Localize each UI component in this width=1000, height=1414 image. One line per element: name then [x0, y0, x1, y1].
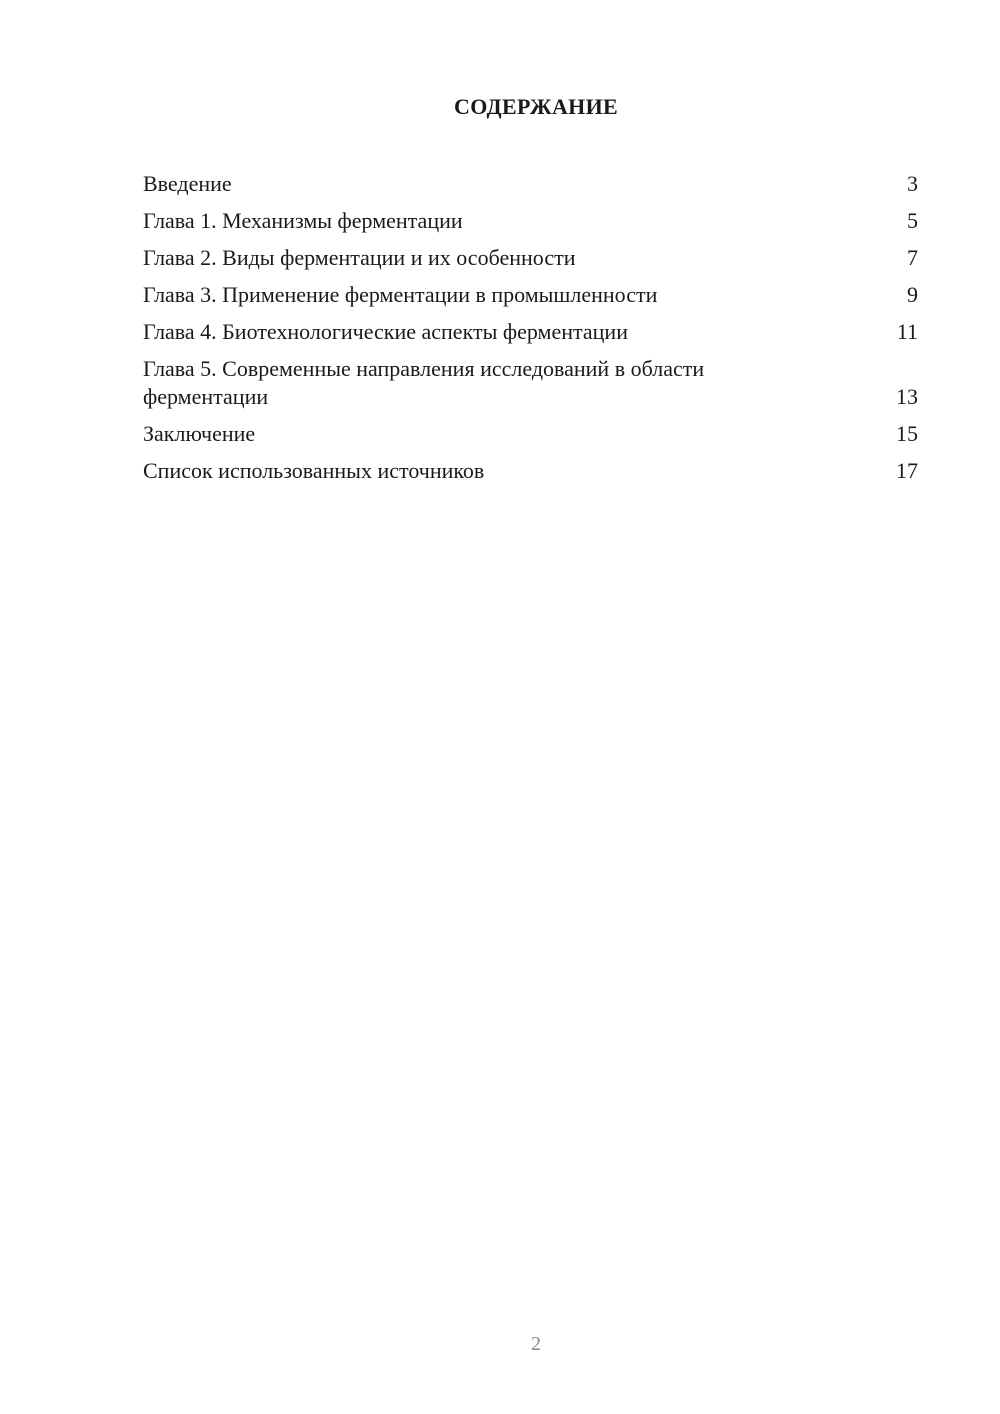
toc-entry-conclusion [143, 420, 918, 448]
toc-entry-chapter-3 [143, 281, 918, 309]
table-of-contents [143, 170, 918, 494]
toc-entry-page: 13 [896, 384, 918, 409]
toc-entry-label: Введение [143, 171, 232, 196]
toc-entry-page: 7 [907, 245, 918, 270]
toc-title: СОДЕРЖАНИЕ [454, 94, 618, 119]
toc-entry-page: 11 [896, 319, 918, 344]
toc-entry-label: Глава 1. Механизмы ферментации [143, 208, 463, 233]
toc-entry-chapter-4 [143, 318, 918, 346]
toc-entry-label: Заключение [143, 421, 256, 446]
toc-entry-references [143, 457, 918, 485]
toc-entry-page: 9 [907, 282, 918, 307]
toc-entry-page: 17 [896, 458, 918, 483]
toc-entry-chapter-1 [143, 207, 918, 235]
toc-entry-label: Глава 4. Биотехнологические аспекты ферментации [143, 319, 628, 344]
toc-entry-page: 5 [907, 208, 918, 233]
toc-entry-chapter-2 [143, 244, 918, 272]
toc-entry-label: Глава 5. Современные направления исследований в области ферментации [143, 356, 705, 409]
toc-entry-chapter-5 [143, 355, 918, 411]
page-number: 2 [531, 1333, 541, 1355]
toc-entry-introduction [143, 170, 918, 198]
toc-entry-page: 3 [907, 171, 918, 196]
toc-entry-label: Список использованных источников [143, 458, 485, 483]
toc-entry-label: Глава 3. Применение ферментации в промышленности [143, 282, 658, 307]
toc-entry-label: Глава 2. Виды ферментации и их особенности [143, 245, 576, 270]
toc-entry-page: 15 [896, 421, 918, 446]
